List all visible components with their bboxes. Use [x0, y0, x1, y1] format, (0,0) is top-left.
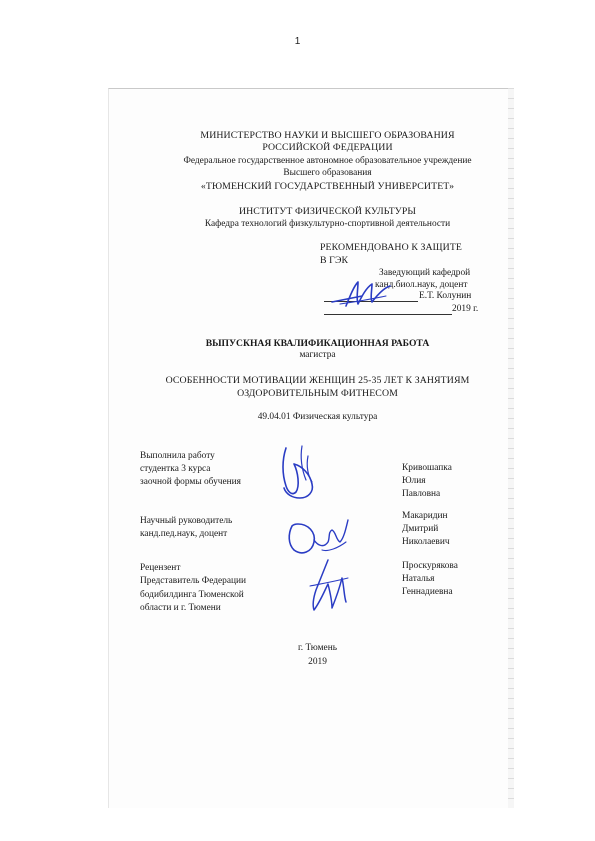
- head-title: Заведующий кафедрой: [379, 268, 471, 278]
- supervisor-name: Дмитрий: [402, 524, 439, 534]
- scan-edge: [508, 88, 514, 808]
- reviewer-surname: Проскурякова: [402, 561, 458, 571]
- head-degree: канд.биол.наук, доцент: [375, 280, 468, 290]
- approval-recommend: РЕКОМЕНДОВАНО К ЗАЩИТЕ: [320, 242, 463, 253]
- department-name: Кафедра технологий физкультурно-спортивной деятельности: [204, 219, 451, 229]
- author-role-line-3: заочной формы обучения: [140, 477, 241, 487]
- reviewer-role-line-3: бодибилдинга Тюменской: [140, 590, 244, 600]
- approval-year: 2019 г.: [452, 304, 479, 314]
- footer-year: 2019: [308, 657, 327, 667]
- reviewer-role-line-1: Рецензент: [140, 563, 181, 573]
- approval-gek: В ГЭК: [320, 255, 349, 266]
- reviewer-role-line-4: области и г. Тюмени: [140, 603, 221, 613]
- supervisor-role-line-1: Научный руководитель: [140, 516, 233, 526]
- footer-city: г. Тюмень: [298, 643, 337, 653]
- date-line: [324, 314, 452, 315]
- signature-head-icon: [328, 276, 398, 310]
- author-patronymic: Павловна: [402, 489, 441, 499]
- work-type: ВЫПУСКНАЯ КВАЛИФИКАЦИОННАЯ РАБОТА: [205, 338, 430, 349]
- author-name: Юлия: [402, 476, 426, 486]
- head-name: Е.Т. Колунин: [419, 291, 472, 301]
- signature-author-icon: [272, 440, 328, 504]
- work-specialty: 49.04.01 Физическая культура: [257, 412, 378, 422]
- reviewer-name: Наталья: [402, 574, 435, 584]
- reviewer-role-line-2: Представитель Федерации: [140, 576, 247, 586]
- reviewer-patronymic: Геннадиевна: [402, 587, 453, 597]
- university-name: «ТЮМЕНСКИЙ ГОСУДАРСТВЕННЫЙ УНИВЕРСИТЕТ»: [200, 181, 455, 192]
- work-level: магистра: [299, 350, 336, 360]
- signature-supervisor-icon: [282, 512, 354, 562]
- work-title-line-1: ОСОБЕННОСТИ МОТИВАЦИИ ЖЕНЩИН 25-35 ЛЕТ К ЗАНЯТИЯМ: [165, 375, 470, 386]
- institute-name: ИНСТИТУТ ФИЗИЧЕСКОЙ КУЛЬТУРЫ: [238, 206, 417, 217]
- ministry-line-1: МИНИСТЕРСТВО НАУКИ И ВЫСШЕГО ОБРАЗОВАНИЯ: [200, 130, 455, 141]
- supervisor-patronymic: Николаевич: [402, 537, 450, 547]
- institution-type-line-1: Федеральное государственное автономное образовательное учреждение: [183, 156, 472, 166]
- supervisor-role-line-2: канд.пед.наук, доцент: [140, 529, 228, 539]
- supervisor-surname: Макаридин: [402, 511, 448, 521]
- page-number: 1: [294, 36, 301, 47]
- author-role-line-2: студентка 3 курса: [140, 464, 211, 474]
- ministry-line-2: РОССИЙСКОЙ ФЕДЕРАЦИИ: [262, 142, 393, 153]
- author-surname: Кривошапка: [402, 463, 452, 473]
- signature-reviewer-icon: [302, 556, 354, 616]
- author-role-line-1: Выполнила работу: [140, 451, 215, 461]
- institution-type-line-2: Высшего образования: [283, 168, 372, 178]
- work-title-line-2: ОЗДОРОВИТЕЛЬНЫМ ФИТНЕСОМ: [237, 388, 398, 399]
